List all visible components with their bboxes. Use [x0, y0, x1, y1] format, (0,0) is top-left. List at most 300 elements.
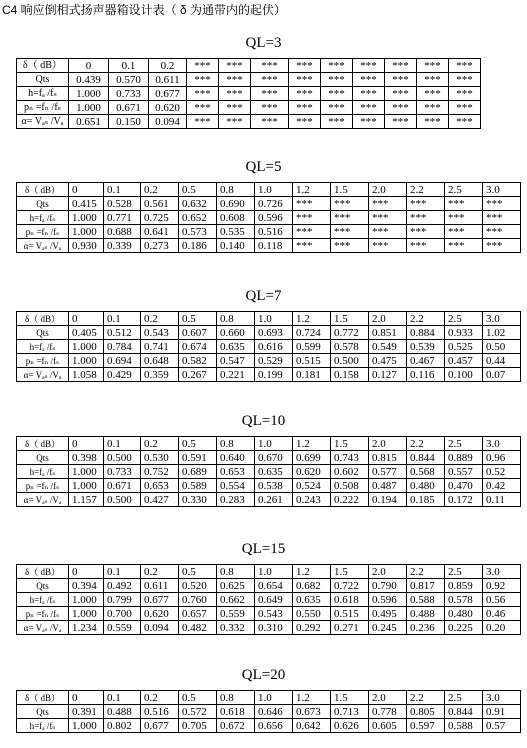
table-header-row	[17, 437, 521, 451]
table-cell: 0.673	[293, 705, 331, 719]
delta-value: 0.1	[109, 59, 149, 73]
table-cell: ***	[219, 115, 251, 129]
table-cell: ***	[321, 87, 353, 101]
table-cell: 0.632	[179, 197, 217, 211]
table-cell: 0.186	[179, 239, 217, 253]
table-cell: 0.640	[217, 451, 255, 465]
table-cell: 1.234	[69, 621, 104, 635]
section-title: QL=15	[241, 541, 286, 557]
table-cell: 0.802	[104, 719, 141, 733]
delta-value: 0	[69, 312, 104, 326]
delta-value: 0.2	[141, 565, 179, 579]
delta-value: 0.2	[141, 312, 179, 326]
delta-label: δ（ dB）	[17, 312, 69, 326]
table-cell: 0.616	[255, 340, 293, 354]
table-cell: 0.100	[445, 368, 483, 382]
table-cell: 0.772	[331, 326, 369, 340]
table-cell: ***	[483, 239, 521, 253]
table-row	[17, 705, 521, 719]
table-cell: 0.116	[407, 368, 445, 382]
table-cell: 0.884	[407, 326, 445, 340]
table-row	[17, 115, 481, 129]
table-cell: 0.512	[104, 326, 141, 340]
table-cell: 0.487	[369, 479, 407, 493]
row-label: α= Vₐₛ /Vₐ	[17, 493, 69, 507]
table-cell: ***	[353, 73, 385, 87]
table-cell: 0.549	[369, 340, 407, 354]
table-cell: 0.760	[179, 593, 217, 607]
table-cell: 0.688	[104, 225, 141, 239]
delta-value: 2.0	[369, 437, 407, 451]
table-cell: 0.611	[149, 73, 187, 87]
table-cell: 0.799	[104, 593, 141, 607]
table-cell: 0.528	[104, 197, 141, 211]
table-cell: 0.508	[331, 479, 369, 493]
table-cell: 1.02	[483, 326, 521, 340]
table-cell: 0.20	[483, 621, 521, 635]
table-cell: ***	[407, 211, 445, 225]
delta-value: 0.2	[141, 183, 179, 197]
delta-value: ***	[417, 59, 449, 73]
table-cell: ***	[385, 115, 417, 129]
delta-value: 2.5	[445, 183, 483, 197]
table-row	[17, 225, 521, 239]
row-label: h=fₐ /fₛ	[17, 719, 69, 733]
delta-value: 2.2	[407, 183, 445, 197]
table-cell: 0.588	[407, 593, 445, 607]
table-cell: 0.158	[331, 368, 369, 382]
table-cell: ***	[289, 73, 321, 87]
table-cell: 0.56	[483, 593, 521, 607]
delta-value: 0.8	[217, 312, 255, 326]
table-header-row	[17, 565, 521, 579]
table-cell: 0.243	[293, 493, 331, 507]
table-cell: 0.805	[407, 705, 445, 719]
section-title: QL=10	[241, 413, 286, 429]
table-cell: 1.000	[69, 211, 104, 225]
table-cell: 0.620	[149, 101, 187, 115]
table-cell: 1.157	[69, 493, 104, 507]
row-label: h=fₐ /fₛ	[17, 593, 69, 607]
table-cell: 0.733	[104, 465, 141, 479]
table-cell: ***	[289, 115, 321, 129]
table-row	[17, 239, 521, 253]
table-cell: 0.221	[217, 368, 255, 382]
row-label: α= Vₐₛ /Vₐ	[17, 621, 69, 635]
table-cell: 1.000	[69, 354, 104, 368]
table-cell: 0.596	[369, 593, 407, 607]
table-cell: 0.310	[255, 621, 293, 635]
table-cell: ***	[187, 73, 219, 87]
table-cell: ***	[251, 87, 289, 101]
delta-value: 2.5	[445, 565, 483, 579]
table-cell: 0.713	[331, 705, 369, 719]
table-cell: 0.488	[407, 607, 445, 621]
table-cell: 0.181	[293, 368, 331, 382]
delta-value: 0.1	[104, 691, 141, 705]
table-cell: ***	[369, 211, 407, 225]
table-cell: 0.225	[445, 621, 483, 635]
table-cell: 0.933	[445, 326, 483, 340]
table-cell: ***	[219, 101, 251, 115]
delta-value: 3.0	[483, 312, 521, 326]
table-cell: ***	[483, 211, 521, 225]
delta-value: 0.1	[104, 312, 141, 326]
table-cell: 0.591	[179, 451, 217, 465]
page-title: C4 响应倒相式扬声器箱设计表（ δ 为通带内的起伏）	[2, 3, 287, 17]
delta-value: 0.5	[179, 183, 217, 197]
delta-value: 1.0	[255, 691, 293, 705]
table-cell: 0.930	[69, 239, 104, 253]
table-cell: 0.500	[104, 451, 141, 465]
table-cell: ***	[417, 87, 449, 101]
table-cell: 1.000	[69, 593, 104, 607]
table-cell: 0.500	[104, 493, 141, 507]
table-cell: ***	[321, 115, 353, 129]
table-cell: ***	[331, 197, 369, 211]
delta-value: 0.1	[104, 565, 141, 579]
table-cell: 0.572	[179, 705, 217, 719]
table-cell: ***	[445, 239, 483, 253]
table-row	[17, 73, 481, 87]
table-cell: 0.332	[217, 621, 255, 635]
table-row	[17, 719, 521, 733]
table-cell: 0.283	[217, 493, 255, 507]
table-row	[17, 197, 521, 211]
delta-value: 1.5	[331, 183, 369, 197]
table-cell: ***	[407, 225, 445, 239]
table-cell: 0.722	[331, 579, 369, 593]
delta-value: ***	[187, 59, 219, 73]
table-cell: 1.000	[69, 465, 104, 479]
row-label: pₙ =fₙ /fₛ	[17, 479, 69, 493]
table-cell: 0.656	[255, 719, 293, 733]
row-label: Qts	[17, 326, 69, 340]
delta-value: 1.5	[331, 312, 369, 326]
table-cell: 0.626	[331, 719, 369, 733]
table-cell: ***	[219, 87, 251, 101]
table-cell: 0.588	[445, 719, 483, 733]
table-cell: 1.058	[69, 368, 104, 382]
table-cell: ***	[483, 197, 521, 211]
row-label: h=fₐ /fₛ	[17, 87, 69, 101]
delta-value: 0.1	[104, 437, 141, 451]
table-row	[17, 607, 521, 621]
table-cell: 0.599	[293, 340, 331, 354]
delta-value: 1.0	[255, 437, 293, 451]
table-cell: 0.699	[293, 451, 331, 465]
table-cell: 0.11	[483, 493, 521, 507]
row-label: Qts	[17, 73, 69, 87]
delta-value: 1.5	[331, 437, 369, 451]
table-cell: 0.607	[179, 326, 217, 340]
table-cell: 1.000	[69, 340, 104, 354]
table-cell: 0.127	[369, 368, 407, 382]
table-row	[17, 451, 521, 465]
delta-value: 2.5	[445, 312, 483, 326]
table-cell: 0.516	[141, 705, 179, 719]
table-cell: ***	[385, 101, 417, 115]
table-cell: 0.620	[141, 607, 179, 621]
row-label: Qts	[17, 197, 69, 211]
table-cell: 0.07	[483, 368, 521, 382]
table-cell: 0.415	[69, 197, 104, 211]
delta-value: 0.5	[179, 691, 217, 705]
delta-value: 0	[69, 691, 104, 705]
table-cell: 0.651	[69, 115, 109, 129]
table-cell: ***	[483, 225, 521, 239]
table-cell: 0.245	[369, 621, 407, 635]
table-cell: 0.582	[179, 354, 217, 368]
table-cell: ***	[407, 239, 445, 253]
table-cell: 0.705	[179, 719, 217, 733]
table-cell: 0.725	[141, 211, 179, 225]
table-cell: 0.752	[141, 465, 179, 479]
table-row	[17, 354, 521, 368]
table-cell: 0.559	[104, 621, 141, 635]
table-cell: 0.657	[179, 607, 217, 621]
table-header-row	[17, 312, 521, 326]
table-cell: 0.724	[293, 326, 331, 340]
table-cell: 0.480	[407, 479, 445, 493]
table-cell: 0.52	[483, 465, 521, 479]
delta-label: δ（ dB）	[17, 183, 69, 197]
table-cell: 0.543	[255, 607, 293, 621]
delta-value: 0.2	[141, 691, 179, 705]
table-cell: ***	[187, 115, 219, 129]
table-header-row	[17, 691, 521, 705]
table-cell: ***	[407, 197, 445, 211]
table-cell: ***	[251, 73, 289, 87]
delta-value: 0.8	[217, 691, 255, 705]
row-label: Qts	[17, 705, 69, 719]
delta-value: 0.8	[217, 183, 255, 197]
delta-value: 2.0	[369, 312, 407, 326]
table-cell: ***	[321, 101, 353, 115]
table-cell: ***	[353, 87, 385, 101]
table-cell: ***	[449, 101, 481, 115]
table-cell: 0.261	[255, 493, 293, 507]
table-cell: 0.495	[369, 607, 407, 621]
table-cell: 0.625	[217, 579, 255, 593]
table-cell: 0.611	[141, 579, 179, 593]
delta-value: 1.2	[293, 565, 331, 579]
table-cell: 0.42	[483, 479, 521, 493]
table-cell: 0.561	[141, 197, 179, 211]
table-cell: 0.694	[104, 354, 141, 368]
table-cell: 0.273	[141, 239, 179, 253]
section-title: QL=7	[245, 288, 282, 304]
table-cell: 0.790	[369, 579, 407, 593]
table-cell: 0.535	[217, 225, 255, 239]
table-cell: 0.391	[69, 705, 104, 719]
table-cell: 0.671	[104, 479, 141, 493]
table-cell: ***	[251, 115, 289, 129]
table-cell: ***	[449, 73, 481, 87]
table-cell: 0.674	[179, 340, 217, 354]
table-cell: 1.000	[69, 225, 104, 239]
table-cell: ***	[445, 225, 483, 239]
table-cell: 0.618	[217, 705, 255, 719]
table-cell: 1.000	[69, 719, 104, 733]
table-cell: 0.771	[104, 211, 141, 225]
table-header-row	[17, 59, 481, 73]
table-cell: 0.470	[445, 479, 483, 493]
table-cell: 0.568	[407, 465, 445, 479]
table-cell: 0.094	[141, 621, 179, 635]
delta-value: 2.0	[369, 565, 407, 579]
delta-value: 3.0	[483, 691, 521, 705]
table-cell: 0.530	[141, 451, 179, 465]
table-row	[17, 493, 521, 507]
delta-value: 0.8	[217, 565, 255, 579]
delta-label: δ（ dB）	[17, 59, 69, 73]
row-label: pₙ =fₙ /fₛ	[17, 101, 69, 115]
table-cell: ***	[321, 73, 353, 87]
table-cell: 0.557	[445, 465, 483, 479]
delta-value: 3.0	[483, 437, 521, 451]
table-cell: 0.094	[149, 115, 187, 129]
delta-value: 1.0	[255, 565, 293, 579]
table-cell: ***	[187, 87, 219, 101]
delta-value: ***	[385, 59, 417, 73]
delta-value: 0.5	[179, 437, 217, 451]
table-cell: 0.488	[104, 705, 141, 719]
table-cell: 0.689	[179, 465, 217, 479]
table-cell: 0.394	[69, 579, 104, 593]
table-row	[17, 479, 521, 493]
table-cell: 0.653	[141, 479, 179, 493]
table-cell: ***	[385, 87, 417, 101]
table-cell: 0.457	[445, 354, 483, 368]
row-label: pₙ =fₙ /fₛ	[17, 225, 69, 239]
table-cell: ***	[293, 239, 331, 253]
delta-value: ***	[321, 59, 353, 73]
table-cell: 0.889	[445, 451, 483, 465]
table-cell: 0.359	[141, 368, 179, 382]
table-cell: 0.635	[255, 465, 293, 479]
table-cell: 0.172	[445, 493, 483, 507]
table-cell: ***	[369, 239, 407, 253]
table-cell: 0.602	[331, 465, 369, 479]
table-cell: 1.000	[69, 101, 109, 115]
table-cell: 0.620	[293, 465, 331, 479]
table-cell: 0.427	[141, 493, 179, 507]
row-label: α= Vₐₛ /Vₐ	[17, 115, 69, 129]
delta-value: 1.2	[293, 312, 331, 326]
table-cell: 0.677	[141, 593, 179, 607]
table-cell: 0.672	[217, 719, 255, 733]
table-cell: 0.271	[331, 621, 369, 635]
table-cell: 0.398	[69, 451, 104, 465]
delta-value: ***	[219, 59, 251, 73]
table-cell: 0.662	[217, 593, 255, 607]
delta-label: δ（ dB）	[17, 437, 69, 451]
table-cell: 0.529	[255, 354, 293, 368]
table-cell: ***	[445, 211, 483, 225]
table-cell: 0.559	[217, 607, 255, 621]
section-title: QL=5	[245, 159, 282, 175]
delta-value: 0	[69, 183, 104, 197]
table-cell: 0.267	[179, 368, 217, 382]
table-cell: ***	[449, 115, 481, 129]
table-cell: 0.635	[217, 340, 255, 354]
delta-value: 2.2	[407, 437, 445, 451]
table-cell: 0.550	[293, 607, 331, 621]
table-cell: 0.578	[331, 340, 369, 354]
table-cell: 0.778	[369, 705, 407, 719]
delta-value: 1.2	[293, 437, 331, 451]
delta-value: 1.2	[293, 691, 331, 705]
table-cell: ***	[289, 87, 321, 101]
delta-label: δ（ dB）	[17, 565, 69, 579]
table-cell: 0.671	[109, 101, 149, 115]
table-cell: 0.292	[293, 621, 331, 635]
table-cell: 0.652	[179, 211, 217, 225]
delta-value: 2.5	[445, 437, 483, 451]
table-row	[17, 593, 521, 607]
table-cell: 0.726	[255, 197, 293, 211]
table-cell: 0.543	[141, 326, 179, 340]
table-cell: 0.784	[104, 340, 141, 354]
delta-value: 0	[69, 565, 104, 579]
row-label: h=fₐ /fₛ	[17, 211, 69, 225]
table-cell: ***	[353, 101, 385, 115]
table-cell: ***	[417, 115, 449, 129]
table-cell: 0.547	[217, 354, 255, 368]
table-cell: ***	[187, 101, 219, 115]
table-cell: 0.743	[331, 451, 369, 465]
table-cell: 0.654	[255, 579, 293, 593]
delta-value: 0.2	[149, 59, 187, 73]
table-cell: 0.44	[483, 354, 521, 368]
table-cell: 0.570	[109, 73, 149, 87]
table-cell: ***	[445, 197, 483, 211]
delta-value: 3.0	[483, 565, 521, 579]
table-cell: ***	[417, 101, 449, 115]
table-row	[17, 326, 521, 340]
delta-value: ***	[289, 59, 321, 73]
table-cell: 0.525	[445, 340, 483, 354]
delta-value: 2.2	[407, 691, 445, 705]
table-cell: 0.815	[369, 451, 407, 465]
table-row	[17, 579, 521, 593]
table-cell: 0.515	[331, 607, 369, 621]
row-label: pₙ =fₙ /fₛ	[17, 354, 69, 368]
table-cell: 0.670	[255, 451, 293, 465]
table-cell: 0.648	[141, 354, 179, 368]
table-cell: 0.653	[217, 465, 255, 479]
delta-value: 0	[69, 59, 109, 73]
row-label: α= Vₐₛ /Vₐ	[17, 368, 69, 382]
table-cell: ***	[293, 225, 331, 239]
row-label: Qts	[17, 451, 69, 465]
delta-value: 1.0	[255, 312, 293, 326]
delta-value: 0.2	[141, 437, 179, 451]
table-cell: 0.690	[217, 197, 255, 211]
table-cell: ***	[369, 197, 407, 211]
table-cell: 0.91	[483, 705, 521, 719]
delta-value: 1.2	[293, 183, 331, 197]
delta-value: 2.2	[407, 312, 445, 326]
table-cell: 0.554	[217, 479, 255, 493]
table-cell: 0.492	[104, 579, 141, 593]
table-cell: 0.817	[407, 579, 445, 593]
table-cell: 0.330	[179, 493, 217, 507]
table-cell: 1.000	[69, 479, 104, 493]
table-cell: 0.693	[255, 326, 293, 340]
design-table	[16, 436, 521, 507]
